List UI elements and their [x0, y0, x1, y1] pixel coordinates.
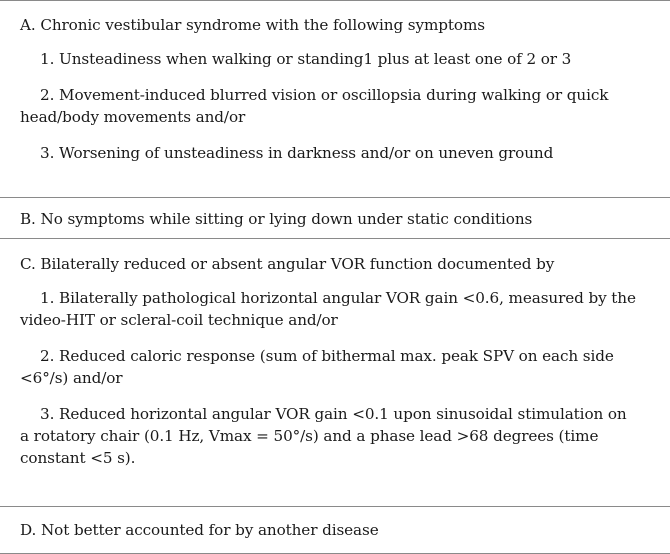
- criterion-c-item-2: 2. Reduced caloric response (sum of bithermal max. peak SPV on each side <6°/s) and/or: [20, 347, 614, 387]
- criterion-a-heading: A. Chronic vestibular syndrome with the following symptoms: [20, 16, 485, 34]
- criterion-a-section: [0, 1, 670, 198]
- criterion-a-item-1: 1. Unsteadiness when walking or standing1 plus at least one of 2 or 3: [40, 50, 572, 68]
- criterion-d-section: [0, 507, 670, 554]
- criterion-a-item-3: 3. Worsening of unsteadiness in darkness and/or on uneven ground: [40, 144, 554, 162]
- criterion-d-heading: D. Not better accounted for by another disease: [20, 521, 379, 539]
- criterion-c-item-3: 3. Reduced horizontal angular VOR gain <0.1 upon sinusoidal stimulation on a rotatory chair (0.1 Hz, Vmax = 50°/s) and a phase lead >68 degrees (time constant <5 s).: [20, 405, 627, 467]
- criterion-b-section: [0, 198, 670, 239]
- criterion-b-heading: B. No symptoms while sitting or lying down under static conditions: [20, 210, 533, 228]
- criterion-c-section: [0, 239, 670, 507]
- criterion-a-item-2: 2. Movement-induced blurred vision or oscillopsia during walking or quick head/body movements and/or: [20, 86, 609, 126]
- criterion-c-heading: C. Bilaterally reduced or absent angular VOR function documented by: [20, 255, 555, 273]
- criterion-c-item-1: 1. Bilaterally pathological horizontal angular VOR gain <0.6, measured by the video-HIT or scleral-coil technique and/or: [20, 289, 636, 329]
